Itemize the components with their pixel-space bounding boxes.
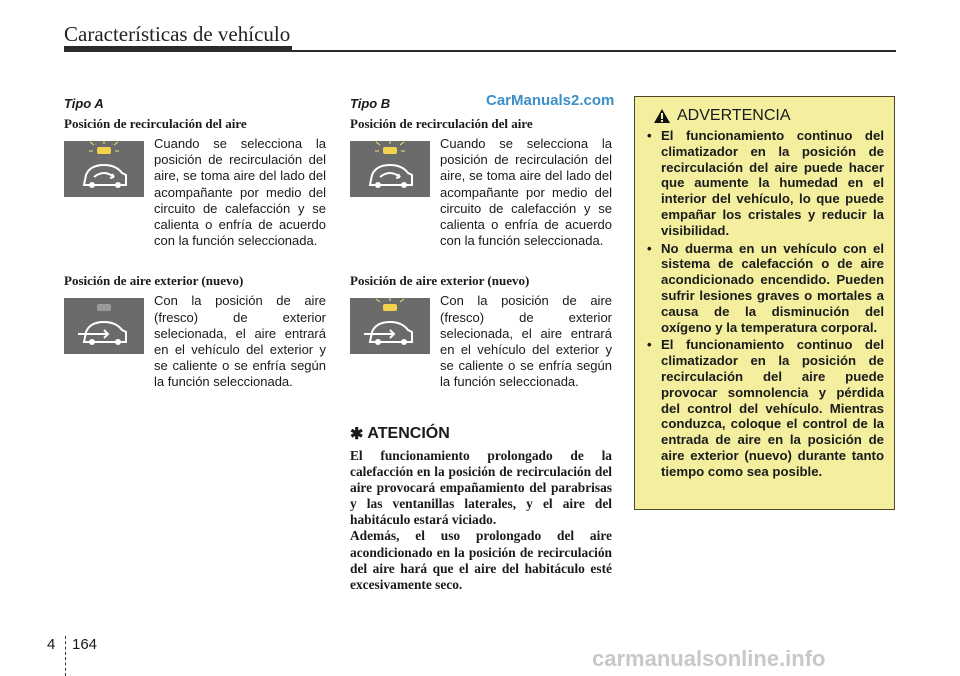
page-title: Características de vehículo (64, 22, 291, 46)
fresh-heading-b: Posición de aire exterior (nuevo) (350, 273, 530, 289)
column-tipo-b (350, 96, 612, 391)
attention-paragraph-1: El funcionamiento prolongado de la calefacción en la posición de recirculación del aire provocará empañamiento del parabrisas y las ventanillas laterales, y el aire del habitáculo estará viciado. (350, 448, 612, 528)
attention-note (350, 424, 612, 593)
fresh-text-b: Con la posición de aire (fresco) de exterior selecionada, el aire entrará en el vehículo del exterior y se caliente o se enfría según la función seleccionada. (440, 293, 612, 390)
warning-title-row (653, 107, 884, 125)
chapter-number: 4 (47, 636, 56, 653)
warning-list (645, 128, 884, 480)
header-accent-bar (64, 46, 292, 52)
recirculation-button-icon (350, 141, 430, 197)
recirc-heading-a: Posición de recirculación del aire (64, 116, 247, 131)
warning-box (634, 96, 895, 510)
warning-item: • No duerma en un vehículo con el sistema de calefacción o de aire acondicionado encendido. Pueden sufrir lesiones graves o mortales a causa de la disminución del oxígeno y la temperatura corporal. (647, 240, 884, 335)
fresh-block-b (350, 293, 612, 390)
recirc-heading-b: Posición de recirculación del aire (350, 116, 533, 131)
fresh-block-a (64, 293, 326, 390)
attention-paragraph-2: Además, el uso prolongado del aire acondicionado en la posición de recirculación del aire hará que el aire del habitáculo esté excesivamente seco. (350, 528, 612, 592)
attention-title: ATENCIÓN (367, 425, 450, 442)
fresh-air-button-icon (350, 298, 430, 354)
warning-title: ADVERTENCIA (677, 107, 791, 124)
tipo-b-heading: Tipo B (350, 96, 391, 111)
warning-triangle-icon (653, 108, 671, 124)
watermark-footer: carmanualsonline.info (592, 646, 826, 671)
recirc-block-b (350, 136, 612, 249)
page-number: 164 (72, 636, 98, 653)
recirc-text-a: Cuando se selecciona la posición de recirculación del aire, se toma aire del lado del acompañante por medio del circuito de calefacción y se calienta o enfría de acuerdo con la función seleccionada. (154, 136, 326, 249)
attention-star-icon: ✱ (350, 426, 364, 443)
recirc-block-a (64, 136, 326, 249)
recirc-text-b: Cuando se selecciona la posición de recirculación del aire, se toma aire del lado del acompañante por medio del circuito de calefacción y se calienta o enfría de acuerdo con la función seleccionada. (440, 136, 612, 249)
footer-divider (65, 636, 66, 676)
warning-item: • El funcionamiento continuo del climatizador en la posición de recirculación del aire puede provocar somnolencia y pérdida del control del vehículo. Mientras conduzca, coloque el control de la entrada de aire en la posición de aire exterior (nuevo) durante tanto tiempo como sea posible. (647, 337, 884, 479)
attention-title-row (350, 424, 612, 444)
warning-item: • El funcionamiento continuo del climatizador en la posición de recirculación del aire puede hacer que aumente la humedad en el interior del vehículo, lo que puede empañar los cristales y reducir la visibilidad. (647, 128, 884, 238)
fresh-air-button-icon (64, 298, 144, 354)
watermark-top: CarManuals2.com (486, 92, 615, 109)
fresh-heading-a: Posición de aire exterior (nuevo) (64, 273, 244, 289)
header-rule (292, 50, 896, 52)
tipo-a-heading: Tipo A (64, 96, 104, 111)
fresh-text-a: Con la posición de aire (fresco) de exterior selecionada, el aire entrará en el vehículo del exterior y se caliente o se enfría según la función seleccionada. (154, 293, 326, 390)
recirculation-button-icon (64, 141, 144, 197)
column-tipo-a (64, 96, 326, 391)
